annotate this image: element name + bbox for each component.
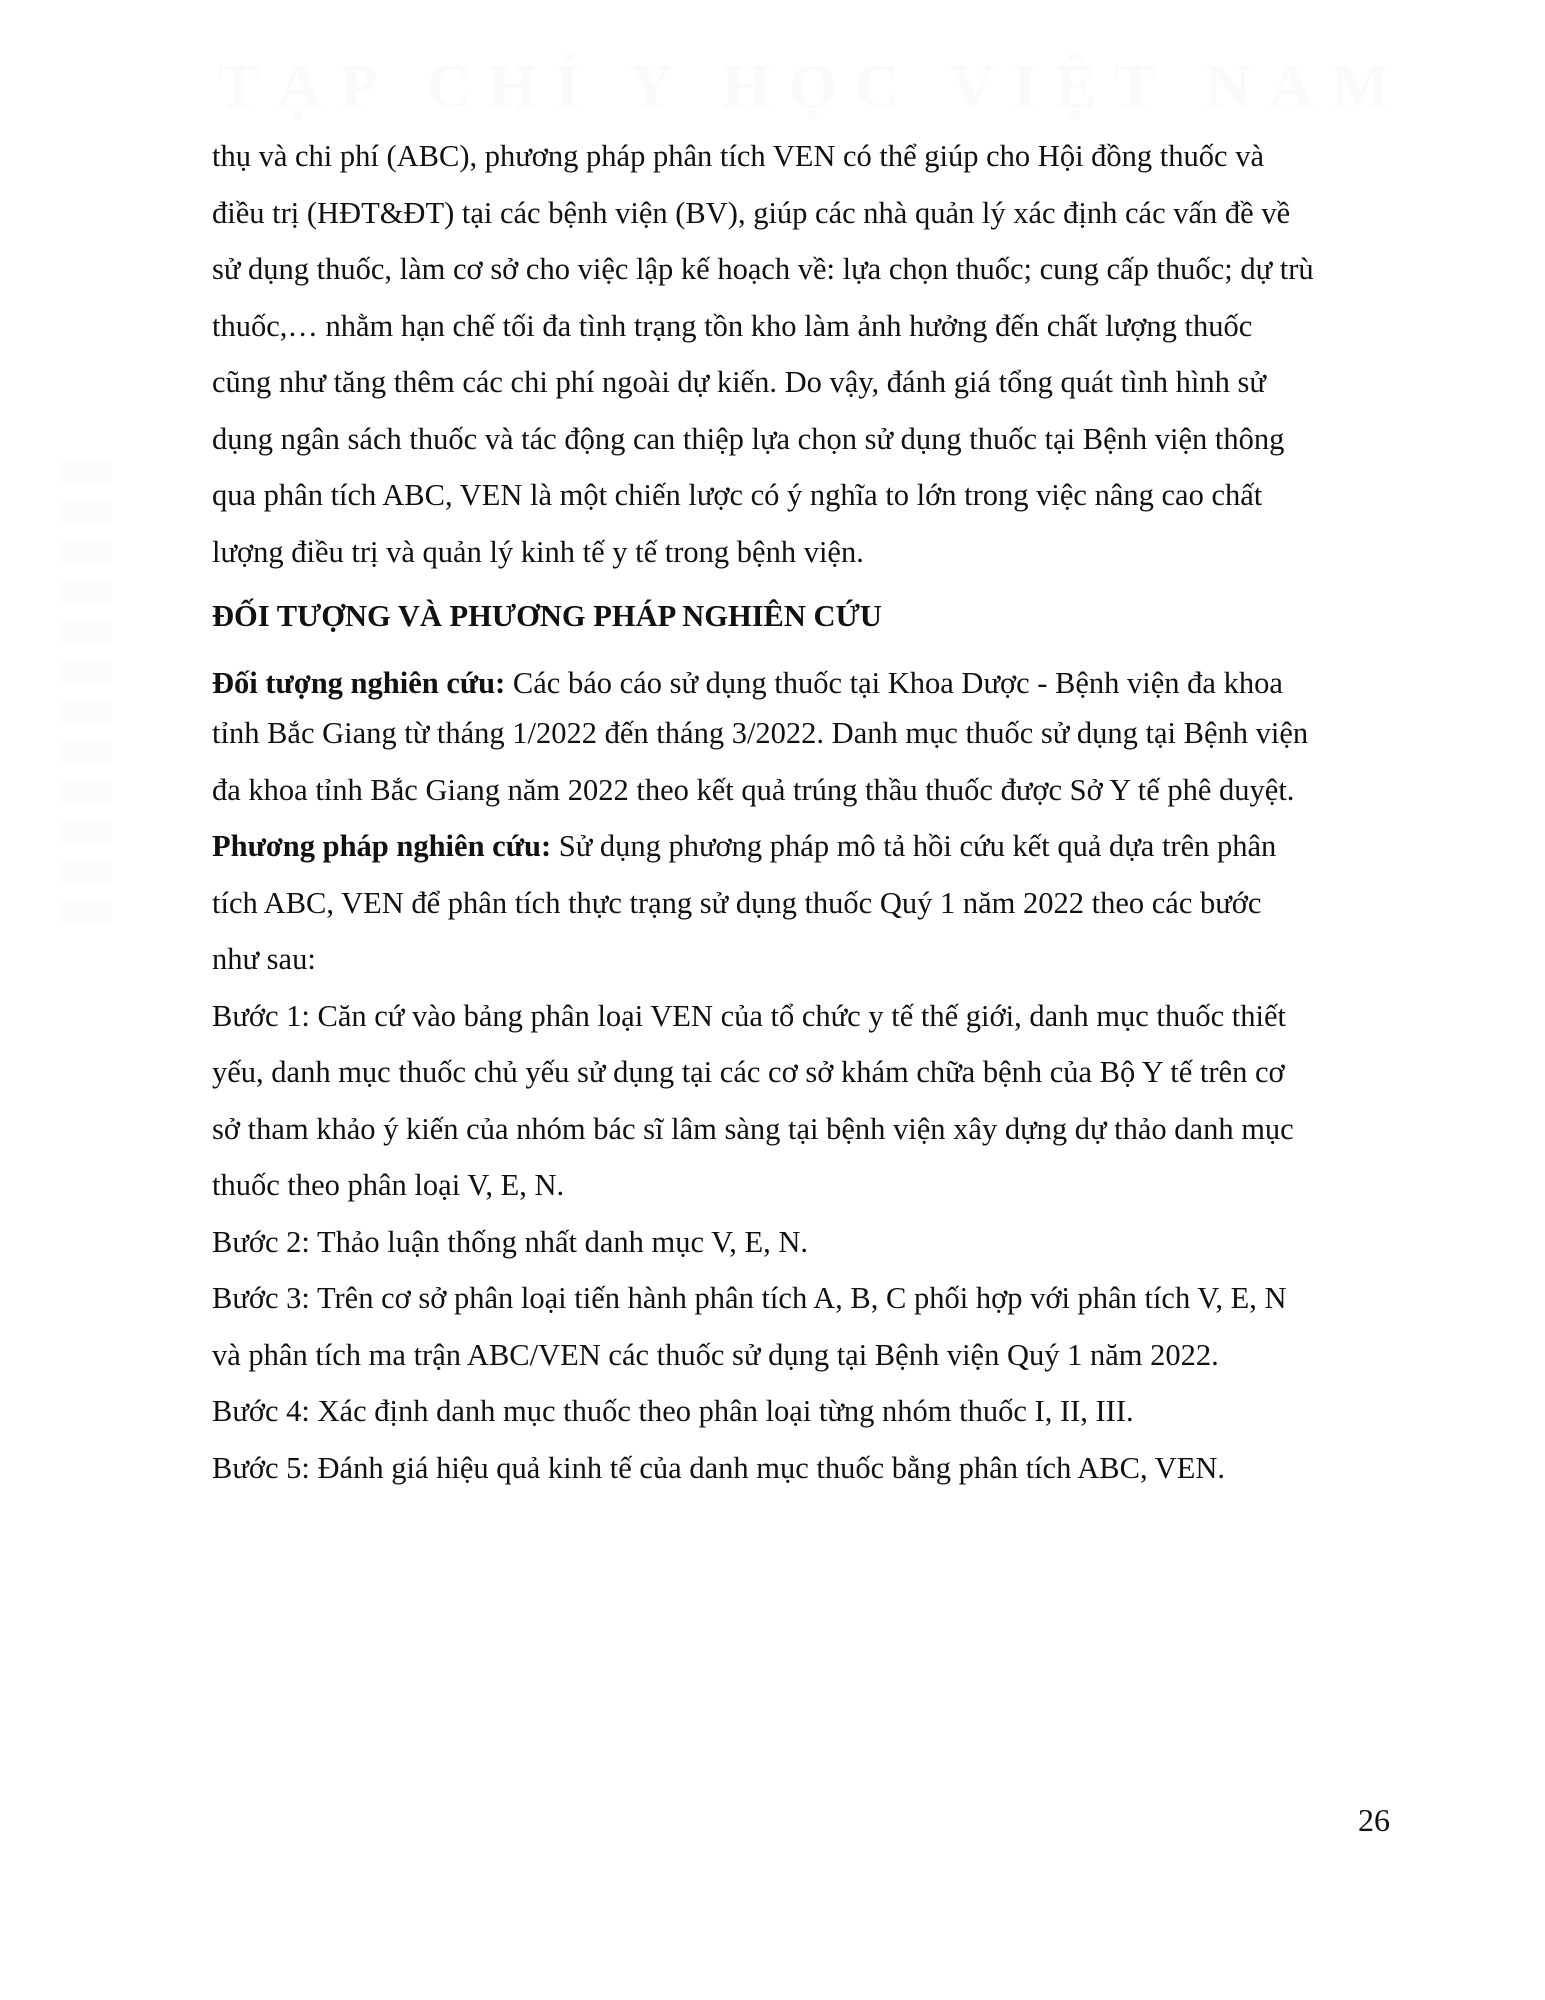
methods-paragraph (212, 818, 1392, 988)
paragraph-line: lượng điều trị và quản lý kinh tế y tế trong bệnh viện. (212, 534, 864, 569)
paragraph-line: dụng ngân sách thuốc và tác động can thiệp lựa chọn sử dụng thuốc tại Bệnh viện thông (212, 421, 1285, 456)
paragraph-line: như sau: (212, 942, 316, 977)
subjects-label: Đối tượng nghiên cứu: (212, 666, 506, 701)
step-4 (212, 1383, 1392, 1440)
paragraph-line: yếu, danh mục thuốc chủ yếu sử dụng tại các cơ sở khám chữa bệnh của Bộ Y tế trên cơ (212, 1055, 1285, 1090)
paragraph-line: cũng như tăng thêm các chi phí ngoài dự kiến. Do vậy, đánh giá tổng quát tình hình sử (212, 365, 1266, 399)
methods-label: Phương pháp nghiên cứu: (212, 829, 552, 864)
paragraph-line: sở tham khảo ý kiến của nhóm bác sĩ lâm sàng tại bệnh viện xây dựng dự thảo danh mục (212, 1111, 1294, 1146)
paragraph-line: thuốc theo phân loại V, E, N. (212, 1168, 565, 1203)
step-5 (212, 1440, 1392, 1497)
paragraph-line: sử dụng thuốc, làm cơ sở cho việc lập kế hoạch về: lựa chọn thuốc; cung cấp thuốc; dự trù (212, 252, 1314, 286)
paragraph-line: đa khoa tỉnh Bắc Giang năm 2022 theo kết quả trúng thầu thuốc được Sở Y tế phê duyệt. (212, 772, 1295, 807)
paragraph-line: và phân tích ma trận ABC/VEN các thuốc sử dụng tại Bệnh viện Quý 1 năm 2022. (212, 1337, 1219, 1372)
page-content (212, 128, 1392, 1496)
paragraph-line (212, 661, 1392, 705)
step-3 (212, 1270, 1392, 1383)
paragraph-line: tích ABC, VEN để phân tích thực trạng sử dụng thuốc Quý 1 năm 2022 theo các bước (212, 885, 1262, 920)
paragraph-line: Bước 2: Thảo luận thống nhất danh mục V, E, N. (212, 1224, 809, 1259)
paragraph-line: tỉnh Bắc Giang từ tháng 1/2022 đến tháng 3/2022. Danh mục thuốc sử dụng tại Bệnh viện (212, 716, 1309, 751)
subjects-text: Các báo cáo sử dụng thuốc tại Khoa Dược - Bệnh viện đa khoa (505, 666, 1283, 701)
paragraph-line: thuốc,… nhằm hạn chế tối đa tình trạng tồn kho làm ảnh hưởng đến chất lượng thuốc (212, 308, 1253, 343)
side-watermark (62, 460, 112, 930)
paragraph-line: Bước 5: Đánh giá hiệu quả kinh tế của danh mục thuốc bằng phân tích ABC, VEN. (212, 1450, 1225, 1485)
section-heading: ĐỐI TƯỢNG VÀ PHƯƠNG PHÁP NGHIÊN CỨU (212, 599, 882, 633)
paragraph-line: điều trị (HĐT&ĐT) tại các bệnh viện (BV), giúp các nhà quản lý xác định các vấn đề về (212, 195, 1291, 230)
intro-paragraph (212, 128, 1392, 580)
paragraph-line: Bước 1: Căn cứ vào bảng phân loại VEN của tổ chức y tế thế giới, danh mục thuốc thiết (212, 998, 1286, 1033)
paragraph-line (212, 818, 1392, 875)
paragraph-line: Bước 4: Xác định danh mục thuốc theo phân loại từng nhóm thuốc I, II, III. (212, 1394, 1134, 1429)
methods-text: Sử dụng phương pháp mô tả hồi cứu kết quả dựa trên phân (551, 829, 1277, 864)
header-watermark: TẠP CHÍ Y HỌC VIỆT NAM (218, 53, 1409, 121)
paragraph-line: Bước 3: Trên cơ sở phân loại tiến hành phân tích A, B, C phối hợp với phân tích V, E, N (212, 1281, 1287, 1316)
paragraph-line: thụ và chi phí (ABC), phương pháp phân tích VEN có thể giúp cho Hội đồng thuốc và (212, 139, 1264, 173)
subjects-paragraph (212, 661, 1392, 818)
page-number: 26 (1358, 1802, 1390, 1838)
step-2 (212, 1214, 1392, 1271)
paragraph-line: qua phân tích ABC, VEN là một chiến lược có ý nghĩa to lớn trong việc nâng cao chất (212, 478, 1263, 512)
step-1 (212, 988, 1392, 1214)
